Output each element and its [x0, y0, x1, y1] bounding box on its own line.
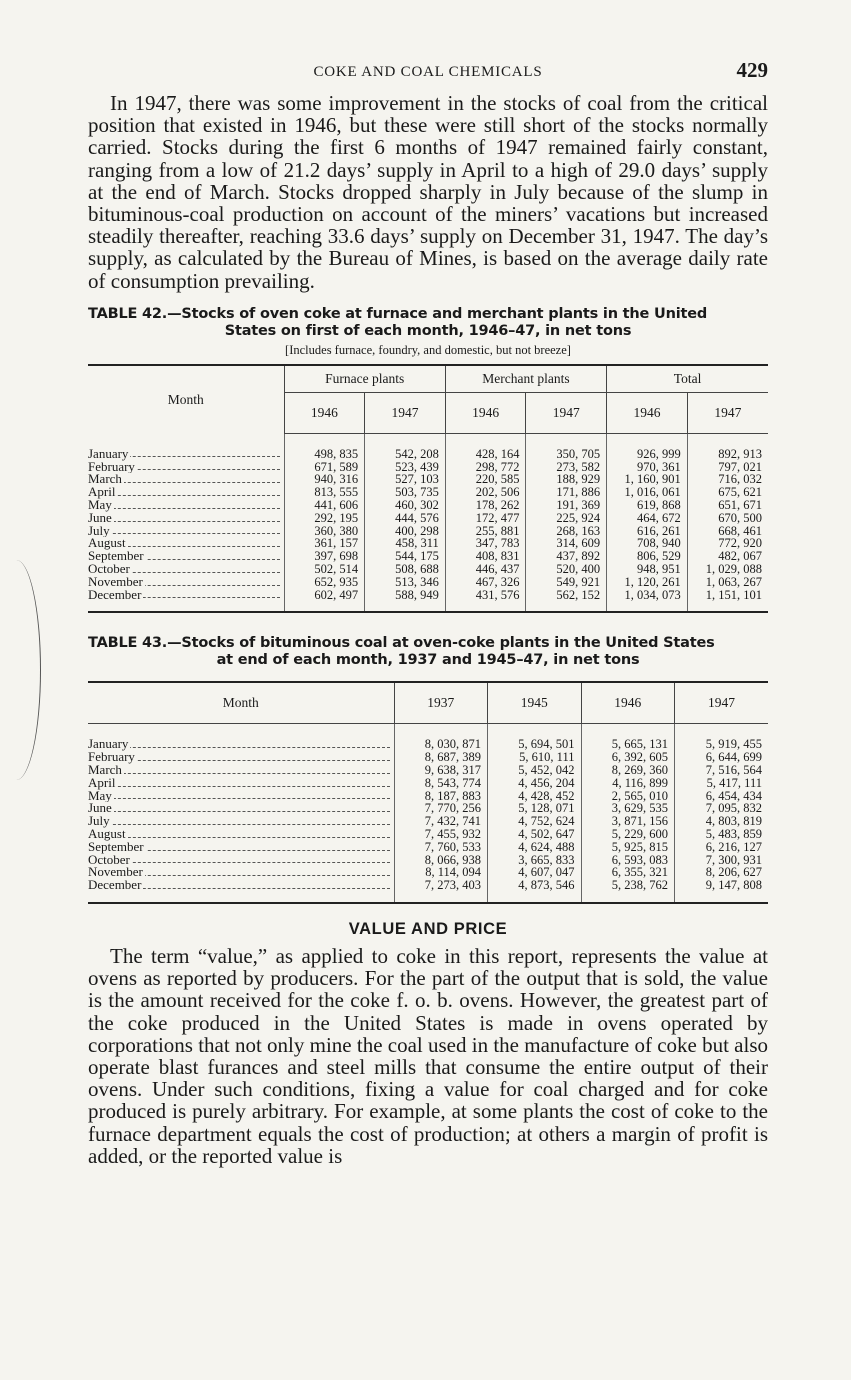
table43-value-cell: 7, 455, 932 [394, 828, 488, 841]
table42-value-cell: 292, 195 [284, 512, 365, 525]
table42-value-cell: 668, 461 [718, 523, 762, 538]
page-curl-mark [0, 560, 41, 780]
table43-value-cell: 7, 770, 256 [394, 802, 488, 815]
table42-value-cell: 670, 500 [718, 510, 762, 525]
table42-month-cell [88, 499, 284, 512]
table43-value-cell: 5, 452, 042 [488, 764, 582, 777]
table43-value-cell: 6, 392, 605 [581, 751, 675, 764]
table43-body [88, 724, 768, 903]
table42-value-cell: 503, 735 [365, 486, 446, 499]
table42-month-cell [88, 486, 284, 499]
table43-value-cell: 6, 355, 321 [581, 866, 675, 879]
table43-value-cell: 5, 417, 111 [706, 775, 762, 790]
dot-leader [88, 879, 394, 892]
table42-value-cell: 940, 316 [284, 473, 365, 486]
table42-value-cell: 428, 164 [445, 433, 526, 460]
table42-year-header: 1946 [445, 392, 526, 433]
table43-row [88, 777, 768, 790]
table42-month-label: October [88, 563, 130, 576]
table42-value-cell: 616, 261 [607, 525, 688, 538]
table43-title [88, 635, 768, 669]
table42-value-cell: 892, 913 [718, 446, 762, 461]
table42-note: [Includes furnace, foundry, and domestic, but not breeze] [285, 342, 571, 357]
table42-row [88, 499, 768, 512]
table42-value-cell: 549, 921 [526, 576, 607, 589]
table42-row [88, 576, 768, 589]
table42-value-cell: 1, 029, 088 [705, 562, 762, 576]
table42-value-cell: 772, 920 [718, 536, 762, 551]
section-heading: VALUE AND PRICE [348, 919, 508, 938]
table43-value-cell: 3, 871, 156 [581, 815, 675, 828]
table43-value-cell: 4, 873, 546 [488, 879, 582, 903]
table43-value-cell: 9, 638, 317 [394, 764, 488, 777]
table42-value-cell: 948, 951 [607, 563, 688, 576]
table43-title-line2: at end of each month, 1937 and 1945–47, in net tons [216, 652, 640, 669]
dot-leader [88, 473, 284, 486]
table42-month-cell [88, 525, 284, 538]
table42-value-cell: 347, 783 [445, 537, 526, 550]
table42-value-cell: 397, 698 [284, 550, 365, 563]
table42-value-cell: 171, 886 [526, 486, 607, 499]
table43-value-cell: 5, 128, 071 [488, 802, 582, 815]
table43-month-cell [88, 841, 394, 854]
table43-month-cell [88, 724, 394, 751]
table42-month-label: August [88, 537, 126, 551]
table42-value-cell: 202, 506 [445, 486, 526, 499]
table42-month-label: December [88, 588, 142, 602]
table42-value-cell: 671, 589 [284, 461, 365, 474]
table42-value-cell: 652, 935 [284, 576, 365, 589]
table42-value-cell: 444, 576 [365, 512, 446, 525]
table43-month-label: July [88, 815, 110, 828]
table42-month-cell [88, 473, 284, 486]
table42-month-label: May [88, 499, 112, 512]
dot-leader [88, 525, 284, 538]
table42-value-cell: 527, 103 [365, 473, 446, 486]
table42-group-furnace: Furnace plants [284, 365, 445, 393]
table42-month-cell [88, 589, 284, 613]
table42-value-cell: 1, 151, 101 [705, 587, 762, 602]
table42-month-label: March [88, 473, 122, 487]
table43-row [88, 879, 768, 903]
dot-leader [88, 790, 394, 803]
table42-year-header: 1946 [284, 392, 365, 433]
table42-month-label: January [88, 445, 129, 461]
table42-year-header: 1947 [687, 392, 768, 433]
table43-value-cell: 6, 593, 083 [581, 854, 675, 867]
table43-month-label: December [88, 879, 142, 893]
table42-month-label: February [88, 460, 135, 474]
table43-row [88, 828, 768, 841]
table43-month-label: September [88, 840, 144, 854]
table42-title-line1: TABLE 42.—Stocks of oven coke at furnace and merchant plants in the United [88, 305, 708, 322]
table42-value-cell: 178, 262 [445, 499, 526, 512]
table42-value-cell: 360, 380 [284, 525, 365, 538]
table43-year-header: 1937 [394, 682, 488, 724]
table43-month-label: February [88, 751, 135, 764]
table42-row [88, 433, 768, 460]
table42-month-cell [88, 512, 284, 525]
table42-value-cell: 255, 881 [445, 525, 526, 538]
table42-value-cell: 172, 477 [445, 512, 526, 525]
table42 [88, 364, 768, 614]
table42-value-cell: 970, 361 [607, 461, 688, 474]
dot-leader [88, 815, 394, 828]
table42-value-cell: 708, 940 [607, 537, 688, 550]
table43-value-cell: 4, 428, 452 [488, 790, 582, 803]
table43-value-cell: 7, 273, 403 [394, 879, 488, 903]
table43-value-cell: 5, 694, 501 [488, 724, 582, 751]
table43-value-cell: 8, 187, 883 [394, 790, 488, 803]
table42-value-cell: 298, 772 [445, 461, 526, 474]
table42-value-cell: 542, 208 [365, 433, 446, 460]
table42-month-cell [88, 563, 284, 576]
table43-value-cell: 4, 116, 899 [581, 777, 675, 790]
table43-year-header: 1946 [581, 682, 675, 724]
table42-value-cell: 926, 999 [607, 433, 688, 460]
dot-leader [88, 550, 284, 563]
table43-value-cell: 5, 919, 455 [705, 737, 762, 752]
table42-value-cell: 502, 514 [284, 563, 365, 576]
table42-group-total: Total [607, 365, 768, 393]
table43-row [88, 724, 768, 751]
table43-row [88, 764, 768, 777]
table43-value-cell: 8, 543, 774 [394, 777, 488, 790]
table43-value-cell: 5, 483, 859 [705, 826, 762, 841]
intro-paragraph: In 1947, there was some improvement in the stocks of coal from the critical position that existed in 1946, but these were still short of the stocks normally carried. Stocks during the first 6 months of 1947 remained fairly constant, ranging from a low of 21.2 days’ supply in April to a high of 29.0 days’ supply at the end of March. Stocks dropped sharply in July because of the slump in bituminous-coal production on account of the miners’ vacations but increased steadily thereafter, reaching 33.6 days’ supply on December 31, 1947. The day’s supply, as calculated by the Bureau of Mines, is based on the average daily rate of consumption prevailing. [88, 91, 768, 293]
table43-value-cell: 5, 229, 600 [581, 828, 675, 841]
table43-value-cell: 8, 030, 871 [394, 724, 488, 751]
dot-leader [88, 461, 284, 474]
table42-month-label: November [88, 575, 143, 589]
table43-month-cell [88, 802, 394, 815]
table42-month-cell [88, 576, 284, 589]
table42-month-cell [88, 461, 284, 474]
table42-value-cell: 431, 576 [445, 589, 526, 613]
dot-leader [88, 866, 394, 879]
dot-leader [88, 445, 284, 461]
table42-year-header: 1947 [365, 392, 446, 433]
table43-value-cell: 4, 752, 624 [488, 815, 582, 828]
table43-value-cell: 7, 516, 564 [705, 762, 762, 777]
table43-year-header: 1945 [488, 682, 582, 724]
dot-leader [88, 751, 394, 764]
dot-leader [88, 841, 394, 854]
table43-value-cell: 8, 269, 360 [581, 764, 675, 777]
table42-value-cell: 446, 437 [445, 563, 526, 576]
table43-value-cell: 6, 454, 434 [705, 788, 762, 803]
table43-value-cell: 7, 095, 832 [705, 801, 762, 816]
table43-value-cell: 5, 238, 762 [581, 879, 675, 903]
table42-value-cell: 408, 831 [445, 550, 526, 563]
table43-value-cell: 8, 206, 627 [705, 865, 762, 880]
table43-month-cell [88, 815, 394, 828]
table42-month-cell [88, 433, 284, 460]
table42-value-cell: 619, 868 [607, 499, 688, 512]
table42-value-cell: 458, 311 [365, 537, 446, 550]
table43-month-label: August [88, 827, 126, 841]
dot-leader [88, 576, 284, 589]
table43-value-cell: 6, 644, 699 [705, 750, 762, 765]
table43-month-cell [88, 751, 394, 764]
table42-value-cell: 268, 163 [526, 525, 607, 538]
table43-value-cell: 5, 610, 111 [488, 751, 582, 764]
table42-year-header: 1947 [526, 392, 607, 433]
table42-value-cell: 520, 400 [526, 563, 607, 576]
table42-value-cell: 508, 688 [365, 563, 446, 576]
table43-value-cell: 5, 925, 815 [581, 841, 675, 854]
running-head [88, 58, 768, 92]
table42-year-header: 1946 [607, 392, 688, 433]
table42-value-cell: 797, 021 [718, 459, 762, 474]
table43-month-label: January [88, 736, 129, 752]
table43-value-cell: 7, 432, 741 [394, 815, 488, 828]
table42-value-cell: 806, 529 [607, 550, 688, 563]
table42-row [88, 589, 768, 613]
table43-value-cell: 6, 216, 127 [705, 839, 762, 854]
table43 [88, 681, 768, 904]
table42-value-cell: 716, 032 [718, 472, 762, 487]
table43-row [88, 841, 768, 854]
table43-value-cell: 9, 147, 808 [705, 878, 762, 893]
table43-month-cell [88, 854, 394, 867]
table42-value-cell: 588, 949 [365, 589, 446, 613]
page [88, 58, 768, 1167]
table42-value-cell: 513, 346 [365, 576, 446, 589]
dot-leader [88, 589, 284, 602]
table43-value-cell: 4, 624, 488 [488, 841, 582, 854]
table42-month-label: September [88, 550, 144, 563]
table42-month-label: June [88, 511, 112, 525]
table43-month-cell [88, 764, 394, 777]
table43-value-cell: 7, 300, 931 [705, 852, 762, 867]
table42-value-cell: 675, 621 [718, 485, 762, 500]
table43-value-cell: 8, 066, 938 [394, 854, 488, 867]
table42-value-cell: 651, 671 [718, 498, 762, 513]
section-paragraph: The term “value,” as applied to coke in this report, represents the value at ovens as reported by producers. For the part of the output that is sold, the value is the amount received for the coke f. o. b. ovens. However, the greatest part of the coke produced in the United States is made in ovens operated by corporations that not only mine the coal used in the manufacture of coke but also operate blast furances and steel mills that consume the entire output of their ovens. Under such conditions, fixing a value for coal charged and for coke produced is purely arbitrary. For example, at some plants the cost of coke to the furnace department equals the cost of production; at others a margin of profit is added, or the reported value is [88, 943, 768, 1168]
table43-year-header: 1947 [675, 682, 769, 724]
dot-leader [88, 764, 394, 777]
table43-value-cell: 4, 803, 819 [705, 814, 762, 829]
table42-value-cell: 464, 672 [607, 512, 688, 525]
table43-value-cell: 3, 629, 535 [581, 802, 675, 815]
table42-value-cell: 1, 063, 267 [705, 574, 762, 589]
table42-value-cell: 361, 157 [284, 537, 365, 550]
table43-month-label: November [88, 866, 143, 880]
table43-month-cell [88, 879, 394, 903]
table42-value-cell: 225, 924 [526, 512, 607, 525]
dot-leader [88, 738, 394, 751]
table42-value-cell: 562, 152 [526, 589, 607, 613]
table42-row [88, 512, 768, 525]
table42-group-merchant: Merchant plants [445, 365, 606, 393]
dot-leader [88, 486, 284, 499]
table42-value-cell: 400, 298 [365, 525, 446, 538]
table43-month-cell [88, 777, 394, 790]
dot-leader [88, 777, 394, 790]
table43-title-line1: TABLE 43.—Stocks of bituminous coal at oven-coke plants in the United States [88, 635, 715, 652]
table43-value-cell: 4, 502, 647 [488, 828, 582, 841]
table43-month-label: October [88, 853, 130, 867]
table43-month-label: May [88, 789, 112, 803]
table42-value-cell: 314, 609 [526, 537, 607, 550]
table42-value-cell: 273, 582 [526, 461, 607, 474]
table42-row [88, 563, 768, 576]
table42-value-cell: 1, 120, 261 [607, 576, 688, 589]
table43-value-cell: 4, 607, 047 [488, 866, 582, 879]
table42-month-label: April [88, 486, 116, 500]
table43-month-header: Month [88, 682, 394, 724]
table42-month-cell [88, 550, 284, 563]
table43-value-cell: 3, 665, 833 [488, 854, 582, 867]
table42-value-cell: 437, 892 [526, 550, 607, 563]
table43-month-cell [88, 866, 394, 879]
table42-value-cell: 544, 175 [365, 550, 446, 563]
table42-title-line2: States on first of each month, 1946–47, in net tons [224, 322, 632, 339]
table42-value-cell: 350, 705 [526, 433, 607, 460]
dot-leader [88, 854, 394, 867]
dot-leader [88, 512, 284, 525]
table43-month-label: March [88, 763, 122, 777]
table42-title [88, 306, 768, 340]
table42-value-cell: 188, 929 [526, 473, 607, 486]
table42-value-cell: 467, 326 [445, 576, 526, 589]
dot-leader [88, 499, 284, 512]
table43-month-label: April [88, 776, 116, 790]
table43-value-cell: 8, 114, 094 [394, 866, 488, 879]
table42-value-cell: 602, 497 [284, 589, 365, 613]
table42-value-cell: 220, 585 [445, 473, 526, 486]
dot-leader [88, 802, 394, 815]
page-number: 429 [736, 58, 768, 82]
table42-month-header: Month [88, 365, 284, 434]
table42-body [88, 433, 768, 612]
table43-value-cell: 8, 687, 389 [394, 751, 488, 764]
dot-leader [88, 563, 284, 576]
table42-value-cell: 813, 555 [284, 486, 365, 499]
table42-month-cell [88, 537, 284, 550]
table43-month-label: June [88, 802, 112, 816]
table43-value-cell: 5, 665, 131 [581, 724, 675, 751]
dot-leader [88, 537, 284, 550]
table43-month-cell [88, 790, 394, 803]
running-title: COKE AND COAL CHEMICALS [313, 64, 543, 80]
table42-value-cell: 1, 016, 061 [607, 486, 688, 499]
table42-value-cell: 460, 302 [365, 499, 446, 512]
table43-month-cell [88, 828, 394, 841]
table43-value-cell: 7, 760, 533 [394, 841, 488, 854]
table42-value-cell: 523, 439 [365, 461, 446, 474]
table42-value-cell: 1, 160, 901 [607, 473, 688, 486]
table43-value-cell: 2, 565, 010 [581, 790, 675, 803]
table43-value-cell: 4, 456, 204 [488, 777, 582, 790]
table42-value-cell: 441, 606 [284, 499, 365, 512]
table42-value-cell: 191, 369 [526, 499, 607, 512]
table42-value-cell: 1, 034, 073 [607, 589, 688, 613]
table42-month-label: July [88, 524, 110, 538]
table42-value-cell: 482, 067 [718, 549, 762, 564]
dot-leader [88, 828, 394, 841]
table42-value-cell: 498, 835 [284, 433, 365, 460]
